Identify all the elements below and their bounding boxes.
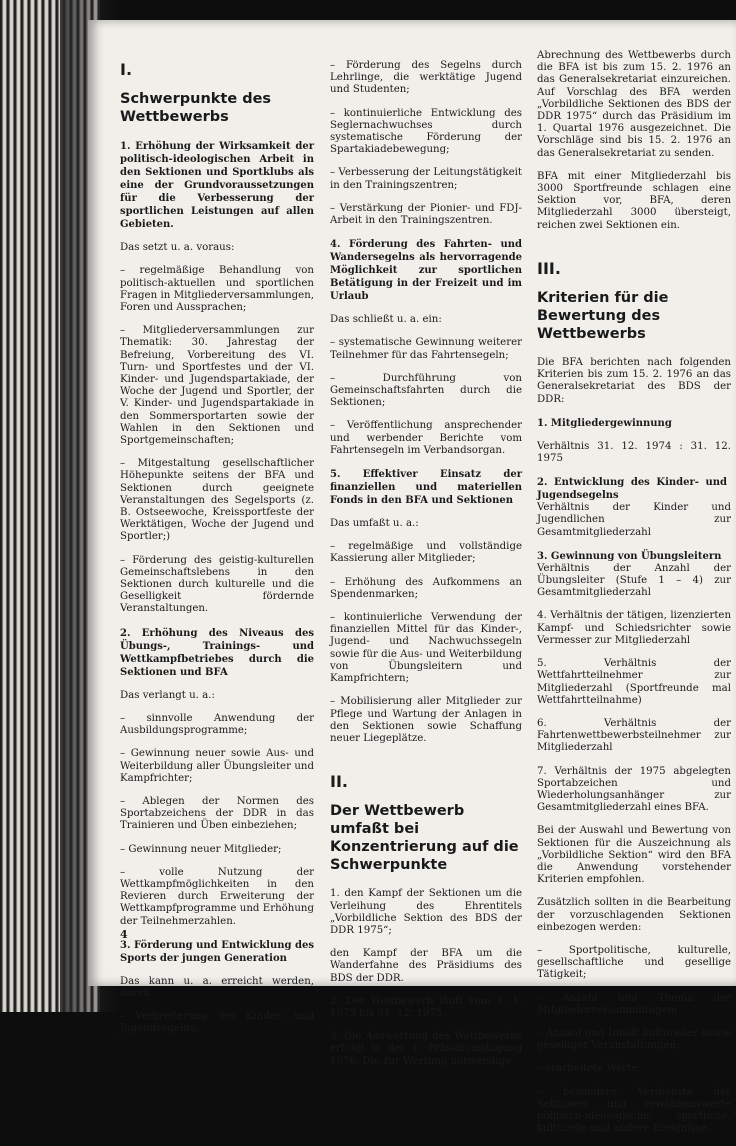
paragraph: 4. Förderung des Fahrten- und Wandersegelns als hervorragende Möglichkeit zur sportlichen Betätigung in der Freizeit und im Urlaub [330,239,522,303]
paragraph: – Mitgestaltung gesellschaftlicher Höhepunkte seitens der BFA und Sektionen durch geeignete Veranstaltungen des Segelsports (z. B. Ostseewoche, Kreissportfeste der Werktätigen, Woche der Jugend und Sportler;) [120,458,314,543]
paragraph: 5. Verhältnis der Wettfahrtteilnehmer zur Mitgliederzahl (Sportfreunde mal Wettfahrtteilnahme) [537,658,731,706]
paragraph: – sinnvolle Anwendung der Ausbildungsprogramme; [120,712,314,737]
paragraph: – Gewinnung neuer Mitglieder; [120,843,282,855]
paragraph: – Verbesserung der Leitungstätigkeit in den Trainingszentren; [330,167,522,191]
criterion-heading: 2. Entwicklung des Kinder- und Jugendsegelns [537,477,727,502]
paragraph: 1. Erhöhung der Wirksamkeit der politisch-ideologischen Arbeit in den Sektionen und Sportklubs als eine der Grundvoraussetzungen für die Verbesserung der sportlichen Leistungen auf allen Gebieten. [120,141,314,231]
paragraph: Verhältnis 31. 12. 1974 : 31. 12. 1975 [537,440,731,465]
paragraph: – Veröffentlichung ansprechender und werbender Berichte vom Fahrtensegeln im Verbandsorgan. [330,420,522,456]
paragraph: 2. Erhöhung des Niveaus des Übungs-, Trainings- und Wettkampfbetriebes durch die Sektionen und BFA [120,627,314,678]
paragraph: 3. Die Auswertung des Wettbewerbs erfolgt in der 1. Präsidiumstagung 1976. Die zur Wertung notwendige [330,1031,522,1067]
paragraph: – Mitgliederversammlungen zur Thematik: 30. Jahrestag der Befreiung, Vorbereitung des VI. Turn- und Sportfestes und der VI. Kinder- und Jugendspartakiade, der Woche der Jugend und Sportler, der V. Kinder- und Jugendspartakiade in den Sommersportarten sowie der Wahlen in den Sektionen und Sportgemeinschaften; [120,325,314,447]
paragraph: – volle Nutzung der Wettkampfmöglichkeiten in den Revieren durch Erweiterung der Wettkampfprogramme und Erhöhung der Teilnehmerzahlen. [120,866,314,927]
paragraph: Das schließt u. a. ein: [330,314,442,326]
paragraph: 3. Förderung und Entwicklung des Sports der jungen Generation [120,939,314,964]
page-number: 4 [120,928,128,941]
paragraph: Zusätzlich sollten in die Bearbeitung der vorzuschlagenden Sektionen einbezogen werden: [537,897,731,933]
paragraph: – besondere Verdienste der Sektionen und erwähnenswerte politisch-ideologische, sportliche, kulturelle und andere Ereignisse. [537,1086,731,1135]
paragraph: 4. Verhältnis der tätigen, lizenzierten Kampf- und Schiedsrichter sowie Vermesser zur Mitgliederzahl [537,610,731,646]
paragraph: BFA mit einer Mitgliederzahl bis 3000 Sportfreunde schlagen eine Sektion vor, BFA, deren Mitgliederzahl 3000 übersteigt, reichen zwei Sektionen ein. [537,170,731,231]
section-number-3: III. [537,258,561,278]
paragraph: – Verstärkung der Pionier- und FDJ-Arbeit in den Trainingszentren. [330,202,522,227]
paragraph: Verhältnis der Anzahl der Übungsleiter (Stufe 1 – 4) zur Gesamtmitgliederzahl [537,562,731,599]
document-page [88,20,736,1135]
column-right [537,50,731,1146]
paragraph: – Durchführung von Gemeinschaftsfahrten durch die Sektionen; [330,372,522,409]
paragraph: den Kampf der BFA um die Wanderfahne des Präsidiums des BDS der DDR. [330,948,522,984]
paragraph: – Förderung des Segelns durch Lehrlinge, die werktätige Jugend und Studenten; [330,60,522,96]
paragraph: – systematische Gewinnung weiterer Teilnehmer für das Fahrtensegeln; [330,337,522,361]
section-heading-2: Der Wettbewerb umfaßt bei Konzentrierung auf die Schwerpunkte [330,803,519,874]
paragraph: 7. Verhältnis der 1975 abgelegten Sportabzeichen und Wiederholungsanhänger zur Gesamtmitgliederzahl eines BFA. [537,765,731,814]
paragraph: Abrechnung des Wettbewerbs durch die BFA ist bis zum 15. 2. 1976 an das Generalsekretariat einzureichen. Auf Vorschlag des BFA werden „Vorbildliche Sektionen des BDS der DDR 1975“ durch das Präsidium im 1. Quartal 1976 ausgezeichnet. Die Vorschläge sind bis 15. 2. 1976 an das Generalsekretariat zu senden. [537,50,731,159]
paragraph: – Förderung des geistig-kulturellen Gemeinschaftslebens in den Sektionen durch kulturelle und die Geselligkeit fördernde Veranstaltungen. [120,554,314,615]
criterion-heading: 1. Mitgliedergewinnung [537,417,672,429]
column-middle [330,60,522,1079]
paragraph: 2. Der Wettbewerb läuft vom 1. 1. 1975 bis 31. 12. 1975. [330,995,522,1019]
paragraph: – Sportpolitische, kulturelle, gesellschaftliche und gesellige Tätigkeit; [537,944,731,981]
paragraph: – Verbreiterung des Kinder- und Jugendsegelns; [120,1011,314,1035]
paragraph: – Mobilisierung aller Mitglieder zur Pflege und Wartung der Anlagen in den Sektionen sowie Schaffung neuer Liegeplätze. [330,696,522,744]
criterion-heading: 3. Gewinnung von Übungsleitern [537,550,722,562]
paragraph: – Anzahl und Thema der Mitgliederversammlungen; [537,992,731,1016]
paragraph: Bei der Auswahl und Bewertung von Sektionen für die Auszeichnung als „Vorbildliche Sektion“ wird den BFA die Anwendung vorstehender Kriterien empfohlen. [537,825,731,886]
paragraph: Das setzt u. a. voraus: [120,242,235,254]
paragraph: – Anzahl und Inhalt kultureller sowie geselliger Veranstaltungen; [537,1027,731,1052]
paragraph: – Ablegen der Normen des Sportabzeichens der DDR in das Trainieren und Üben einbeziehen; [120,795,314,832]
section-heading-3: Kriterien für die Bewertung des Wettbewerbs [537,290,669,343]
paragraph: – erarbeitete Werte; [537,1063,641,1075]
paragraph: 1. den Kampf der Sektionen um die Verleihung des Ehrentitels „Vorbildliche Sektion des BDS der DDR 1975“; [330,888,522,936]
paragraph: – regelmäßige Behandlung von politisch-aktuellen und sportlichen Fragen in Mitgliederversammlungen, Foren und Aussprachen; [120,265,314,314]
paragraph: – Erhöhung des Aufkommens an Spendenmarken; [330,576,522,600]
paragraph: Verhältnis der Kinder und Jugendlichen zur Gesamtmitgliederzahl [537,502,731,538]
paragraph: Die BFA berichten nach folgenden Kriterien bis zum 15. 2. 1976 an das Generalsekretariat des BDS der DDR: [537,357,731,405]
section-heading-1: Schwerpunkte des Wettbewerbs [120,91,272,126]
paragraph: – kontinuierliche Verwendung der finanziellen Mittel für das Kinder-, Jugend- und Nachwuchssegeln sowie für die Aus- und Weiterbildung von Übungsleitern und Kampfrichtern; [330,612,522,685]
paragraph: – Gewinnung neuer sowie Aus- und Weiterbildung aller Übungsleiter und Kampfrichter; [120,748,314,784]
paragraph: Das kann u. a. erreicht werden, durch [120,975,314,999]
column-left [120,58,314,1047]
section-number-2: II. [330,772,348,792]
paragraph: Das verlangt u. a.: [120,689,215,701]
paragraph: 5. Effektiver Einsatz der finanziellen und materiellen Fonds in den BFA und Sektionen [330,469,522,507]
paragraph: Das umfaßt u. a.: [330,518,419,530]
section-number-1: I. [120,60,133,79]
paragraph: 6. Verhältnis der Fahrtenwettbewerbsteilnehmer zur Mitgliederzahl [537,717,731,754]
paragraph: – kontinuierliche Entwicklung des Seglernachwuchses durch systematische Förderung der Spartakiadebewegung; [330,107,522,156]
paragraph: – regelmäßige und vollständige Kassierung aller Mitglieder; [330,541,522,565]
